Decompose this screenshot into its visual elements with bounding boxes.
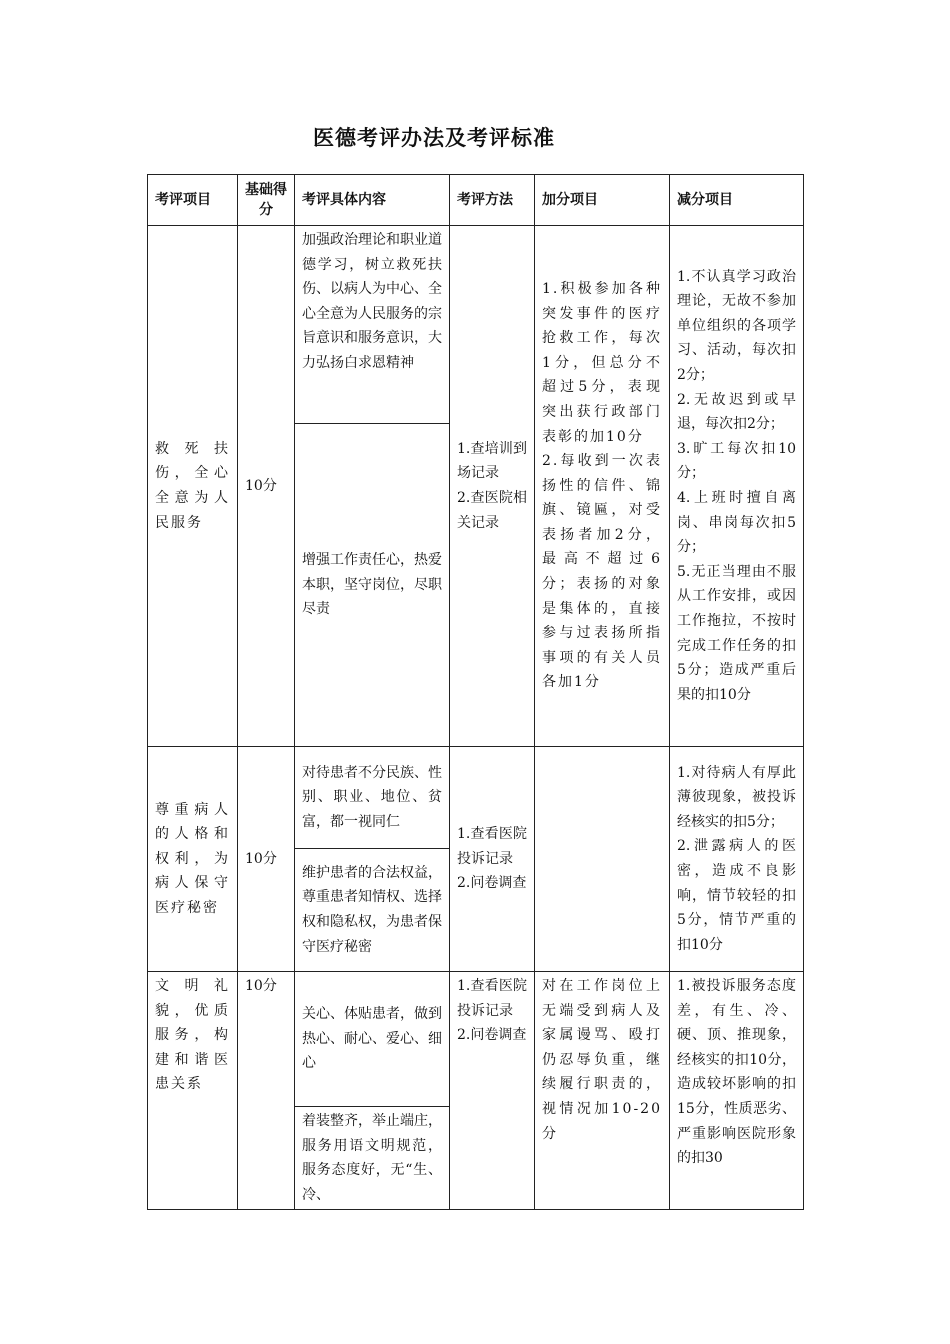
page-title: 医德考评办法及考评标准 [313,125,555,150]
header-item: 考评项目 [148,175,238,226]
section-score: 10分 [238,972,295,1210]
section-bonus: 1.积极参加各种突发事件的医疗抢救工作，每次1分，但总分不超过5分，表现突出获行政部门表彰的加10分 2.每收到一次表扬性的信件、锦旗、镜匾，对受表扬者加2分，最高不超过6分；表扬的对象是集体的，直接参与过表扬所指事项的有关人员各加1分 [535,226,670,747]
section-content: 增强工作责任心，热爱本职，坚守岗位，尽职尽责 [295,424,450,747]
section-deduction: 1.被投诉服务态度差，有生、冷、硬、顶、推现象，经核实的扣10分，造成较坏影响的扣15分，性质恶劣、严重影响医院形象的扣30 [670,972,804,1210]
section-item: 尊重病人的人格和权利，为病人保守医疗秘密 [148,747,238,972]
section-content: 加强政治理论和职业道德学习，树立救死扶伤、以病人为中心、全心全意为人民服务的宗旨意识和服务意识，大力弘扬白求恩精神 [295,226,450,424]
section-method: 1.查培训到场记录 2.查医院相关记录 [450,226,535,747]
header-method: 考评方法 [450,175,535,226]
section-deduction: 1.不认真学习政治理论，无故不参加单位组织的各项学习、活动，每次扣2分； 2.无故迟到或早退，每次扣2分； 3.旷工每次扣10分； 4.上班时擅自离岗、串岗每次扣5分； 5.无正当理由不服从工作安排，或因工作拖拉，不按时完成工作任务的扣5分；造成严重后果的扣10分 [670,226,804,747]
section-content: 关心、体贴患者，做到热心、耐心、爱心、细心 [295,972,450,1107]
section-item: 文明礼貌，优质服务，构建和谐医患关系 [148,972,238,1210]
evaluation-table [147,174,804,1210]
header-bonus: 加分项目 [535,175,670,226]
section-bonus [535,747,670,972]
section-score: 10分 [238,226,295,747]
table-row [148,226,804,424]
header-row [148,175,804,226]
section-item: 救死扶伤，全心全意为人民服务 [148,226,238,747]
header-score: 基础得分 [238,175,295,226]
section-content: 对待患者不分民族、性别、职业、地位、贫富，都一视同仁 [295,747,450,849]
section-score: 10分 [238,747,295,972]
header-content: 考评具体内容 [295,175,450,226]
section-content: 着装整齐，举止端庄，服务用语文明规范， 服务态度好，无“生、冷、 [295,1107,450,1210]
section-method: 1.查看医院投诉记录 2.问卷调查 [450,972,535,1210]
section-content: 维护患者的合法权益，尊重患者知情权、选择权和隐私权，为患者保守医疗秘密 [295,849,450,972]
table-row [148,972,804,1107]
section-bonus: 对在工作岗位上无端受到病人及家属谩骂、殴打仍忍辱负重，继续履行职责的，视情况加10-20分 [535,972,670,1210]
section-method: 1.查看医院投诉记录 2.问卷调查 [450,747,535,972]
table-row [148,747,804,849]
header-deduction: 减分项目 [670,175,804,226]
section-deduction: 1.对待病人有厚此薄彼现象，被投诉经核实的扣5分； 2.泄露病人的医密，造成不良影响，情节较轻的扣5分，情节严重的扣10分 [670,747,804,972]
